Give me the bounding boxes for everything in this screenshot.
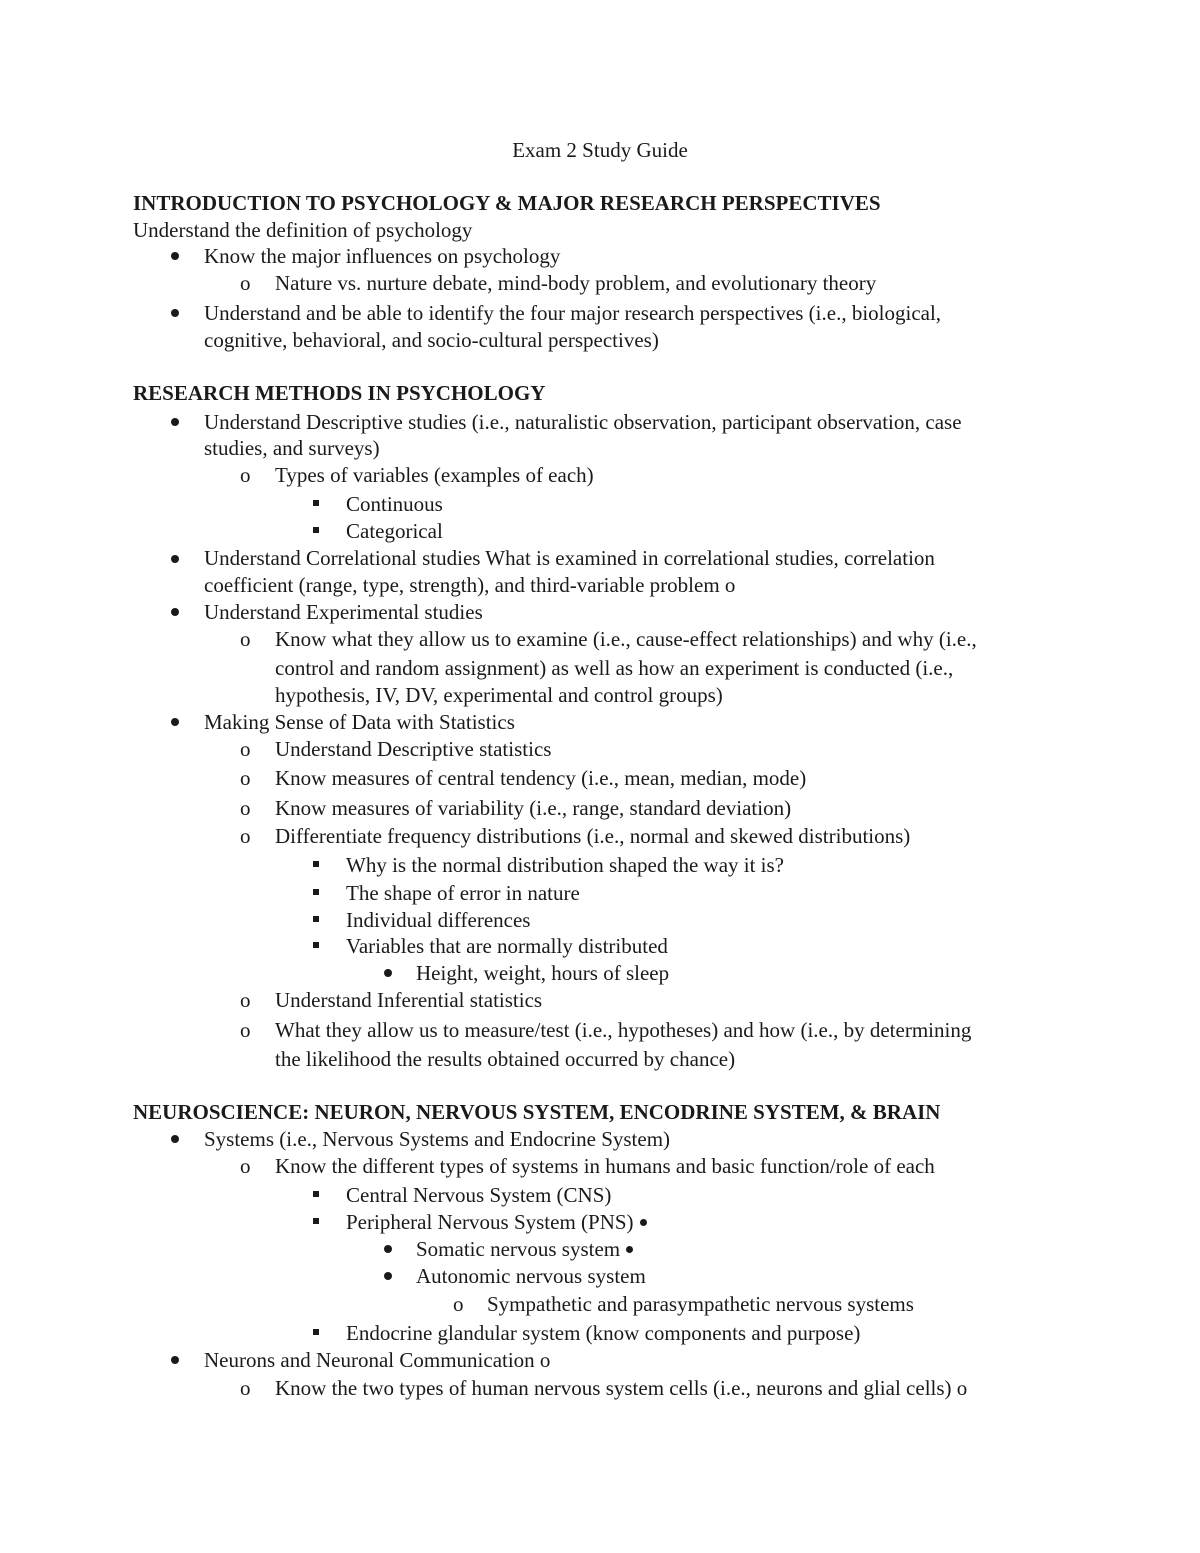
list-item: Systems (i.e., Nervous Systems and Endocrine System) xyxy=(204,1127,671,1151)
square-bullet-icon xyxy=(313,1218,319,1224)
sub-bullet-marker: o xyxy=(240,1376,251,1400)
bullet-icon xyxy=(171,1135,179,1143)
sub-bullet-marker: o xyxy=(240,463,251,487)
section-heading-intro: INTRODUCTION TO PSYCHOLOGY & MAJOR RESEARCH PERSPECTIVES xyxy=(133,191,881,215)
square-bullet-icon xyxy=(313,916,319,922)
list-item: Understand the definition of psychology xyxy=(133,218,473,242)
list-item: Central Nervous System (CNS) xyxy=(346,1183,612,1207)
list-item: Know measures of central tendency (i.e., mean, median, mode) xyxy=(275,766,807,790)
bullet-icon xyxy=(171,1356,179,1364)
bullet-icon xyxy=(171,555,179,563)
list-item: Sympathetic and parasympathetic nervous systems xyxy=(487,1292,914,1316)
bullet-icon xyxy=(640,1219,647,1226)
sub-bullet-marker: o xyxy=(240,796,251,820)
list-item: Continuous xyxy=(346,492,443,516)
list-item: Understand and be able to identify the four major research perspectives (i.e., biological, xyxy=(204,301,942,325)
document-title: Exam 2 Study Guide xyxy=(512,138,688,162)
list-item: The shape of error in nature xyxy=(346,881,580,905)
list-item: Know the different types of systems in humans and basic function/role of each xyxy=(275,1154,935,1178)
square-bullet-icon xyxy=(313,1191,319,1197)
square-bullet-icon xyxy=(313,861,319,867)
list-item: Know the major influences on psychology xyxy=(204,244,561,268)
list-item: Understand Correlational studies What is examined in correlational studies, correlation xyxy=(204,546,935,570)
list-item: Understand Descriptive studies (i.e., naturalistic observation, participant observation, case xyxy=(204,410,962,434)
sub-bullet-marker: o xyxy=(240,271,251,295)
sub-bullet-marker: o xyxy=(240,737,251,761)
list-item-continuation: control and random assignment) as well as how an experiment is conducted (i.e., xyxy=(275,656,954,680)
list-item: Why is the normal distribution shaped the way it is? xyxy=(346,853,785,877)
list-item: Understand Inferential statistics xyxy=(275,988,543,1012)
list-item: Individual differences xyxy=(346,908,531,932)
list-item: Variables that are normally distributed xyxy=(346,934,668,958)
list-item: Nature vs. nurture debate, mind-body problem, and evolutionary theory xyxy=(275,271,877,295)
list-item xyxy=(416,1236,633,1263)
square-bullet-icon xyxy=(313,942,319,948)
section-heading-neuroscience: NEUROSCIENCE: NEURON, NERVOUS SYSTEM, ENCODRINE SYSTEM, & BRAIN xyxy=(133,1100,941,1124)
list-item-continuation: hypothesis, IV, DV, experimental and control groups) xyxy=(275,683,723,707)
square-bullet-icon xyxy=(313,1329,319,1335)
list-item-continuation: cognitive, behavioral, and socio-cultural perspectives) xyxy=(204,328,659,352)
list-item-text: Somatic nervous system xyxy=(416,1237,621,1261)
sub-bullet-marker: o xyxy=(240,627,251,651)
list-item: Types of variables (examples of each) xyxy=(275,463,594,487)
list-item-continuation: coefficient (range, type, strength), and third-variable problem o xyxy=(204,573,736,597)
list-item: What they allow us to measure/test (i.e., hypotheses) and how (i.e., by determining xyxy=(275,1018,972,1042)
bullet-icon xyxy=(171,608,179,616)
square-bullet-icon xyxy=(313,500,319,506)
sub-bullet-marker: o xyxy=(240,1154,251,1178)
bullet-icon xyxy=(384,1272,392,1280)
sub-bullet-marker: o xyxy=(240,988,251,1012)
list-item-continuation: studies, and surveys) xyxy=(204,436,380,460)
section-heading-research-methods: RESEARCH METHODS IN PSYCHOLOGY xyxy=(133,381,546,405)
square-bullet-icon xyxy=(313,889,319,895)
bullet-icon xyxy=(171,418,179,426)
list-item: Know the two types of human nervous system cells (i.e., neurons and glial cells) o xyxy=(275,1376,968,1400)
sub-bullet-marker: o xyxy=(240,824,251,848)
sub-bullet-marker: o xyxy=(240,1018,251,1042)
list-item: Differentiate frequency distributions (i.e., normal and skewed distributions) xyxy=(275,824,911,848)
list-item: Categorical xyxy=(346,519,443,543)
sub-bullet-marker: o xyxy=(453,1292,464,1316)
list-item: Know measures of variability (i.e., range, standard deviation) xyxy=(275,796,792,820)
square-bullet-icon xyxy=(313,527,319,533)
list-item: Making Sense of Data with Statistics xyxy=(204,710,515,734)
list-item: Understand Experimental studies xyxy=(204,600,483,624)
list-item-text: Peripheral Nervous System (PNS) xyxy=(346,1210,634,1234)
list-item: Neurons and Neuronal Communication o xyxy=(204,1348,551,1372)
bullet-icon xyxy=(171,252,179,260)
bullet-icon xyxy=(384,969,392,977)
list-item: Understand Descriptive statistics xyxy=(275,737,552,761)
list-item: Endocrine glandular system (know components and purpose) xyxy=(346,1321,861,1345)
bullet-icon xyxy=(626,1246,633,1253)
list-item xyxy=(346,1209,647,1236)
bullet-icon xyxy=(171,718,179,726)
sub-bullet-marker: o xyxy=(240,766,251,790)
list-item: Autonomic nervous system xyxy=(416,1264,646,1288)
list-item: Know what they allow us to examine (i.e., cause-effect relationships) and why (i.e., xyxy=(275,627,977,651)
bullet-icon xyxy=(171,309,179,317)
list-item-continuation: the likelihood the results obtained occurred by chance) xyxy=(275,1047,736,1071)
list-item: Height, weight, hours of sleep xyxy=(416,961,670,985)
bullet-icon xyxy=(384,1245,392,1253)
